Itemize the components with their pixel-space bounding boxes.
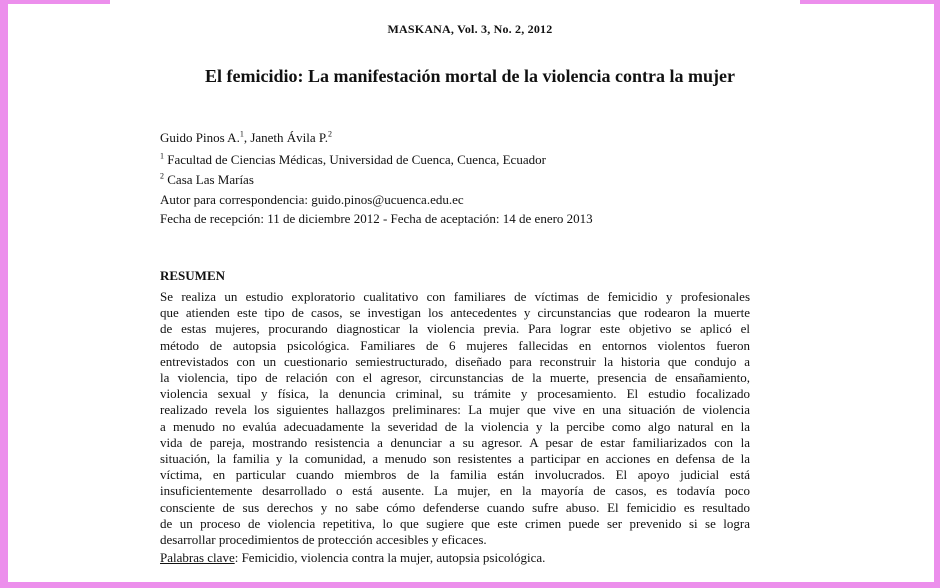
affiliation-2-text: Casa Las Marías <box>167 172 254 187</box>
abstract-line: insuficientemente desarrollado o está ausente. La mujer, en la mayoría de casos, es todavía poco <box>160 483 750 499</box>
journal-header: MASKANA, Vol. 3, No. 2, 2012 <box>387 22 553 36</box>
abstract-line: realizado revela los siguientes hallazgos preliminares: La mujer que vive en una situación de violencia <box>160 402 750 418</box>
author-2: Janeth Ávila P. <box>250 130 328 145</box>
frame-top-gap <box>110 0 800 4</box>
abstract-line: violencia sexual y física, la denuncia criminal, su trámite y procesamiento. El estudio focalizado <box>160 386 750 402</box>
author-1-sup: 1 <box>239 129 244 139</box>
abstract-line: a menudo no evalúa adecuadamente la severidad de la violencia y la percibe como algo natural en la <box>160 418 750 434</box>
affiliation-1-text: Facultad de Ciencias Médicas, Universidad de Cuenca, Cuenca, Ecuador <box>167 152 546 167</box>
affiliation-2-sup: 2 <box>160 171 164 181</box>
abstract-line: Se realiza un estudio exploratorio cualitativo con familiares de víctimas de femicidio y profesionales <box>160 289 750 304</box>
abstract-line: vida de pareja, mostrando resistencia a denunciar a su agresor. A pesar de estar familiarizados con la <box>160 434 750 450</box>
abstract-line: de un proceso de violencia repetitiva, lo que sugiere que este crimen puede ser prevenido si se logra <box>160 515 750 531</box>
abstract-line: método de autopsia psicológica. Familiares de 6 mujeres fallecidas en entornos violentos fueron <box>160 337 750 353</box>
abstract-line: víctima, en particular cuando miembros de la familia están involucrados. El apoyo judicial está <box>160 467 750 483</box>
abstract-body <box>160 289 750 548</box>
keywords-line <box>160 550 545 566</box>
resumen-heading: RESUMEN <box>160 268 226 283</box>
author-2-sup: 2 <box>327 129 332 139</box>
abstract-line: entrevistados con un cuestionario semiestructurado, diseñado para reconstruir la historia que condujo a <box>160 353 750 369</box>
author-separator: , <box>243 130 251 145</box>
article-title: El femicidio: La manifestación mortal de la violencia contra la mujer <box>205 66 735 86</box>
dates: Fecha de recepción: 11 de diciembre 2012 - Fecha de aceptación: 14 de enero 2013 <box>160 211 593 226</box>
affiliation-2 <box>160 172 254 188</box>
affiliation-1 <box>160 152 546 168</box>
author-1: Guido Pinos A. <box>160 130 240 145</box>
keywords-text: : Femicidio, violencia contra la mujer, autopsia psicológica. <box>234 550 546 565</box>
abstract-line: que atienden este tipo de casos, se investigan los antecedentes y circunstancias que rodearon la muerte <box>160 305 750 321</box>
affiliation-1-sup: 1 <box>160 151 164 161</box>
abstract-line: situación, la familia y la comunidad, a menudo son resistentes a participar en acciones en defensa de la <box>160 451 750 467</box>
correspondence: Autor para correspondencia: guido.pinos@ucuenca.edu.ec <box>160 192 464 207</box>
abstract-line: consciente de sus derechos y no sabe cómo defenderse cuando sufre abuso. El femicidio es resultado <box>160 499 750 515</box>
abstract-line: desarrollar procedimientos de protección accesibles y eficaces. <box>160 532 487 548</box>
abstract-line: la violencia, tipo de relación con el agresor, circunstancias de la muerte, presencia de ensañamiento, <box>160 370 750 386</box>
authors-line <box>160 130 332 146</box>
keywords-label: Palabras clave <box>160 550 235 565</box>
abstract-line: de estas mujeres, procurando diagnosticar la violencia previa. Para lograr este objetivo se aplicó el <box>160 321 750 337</box>
